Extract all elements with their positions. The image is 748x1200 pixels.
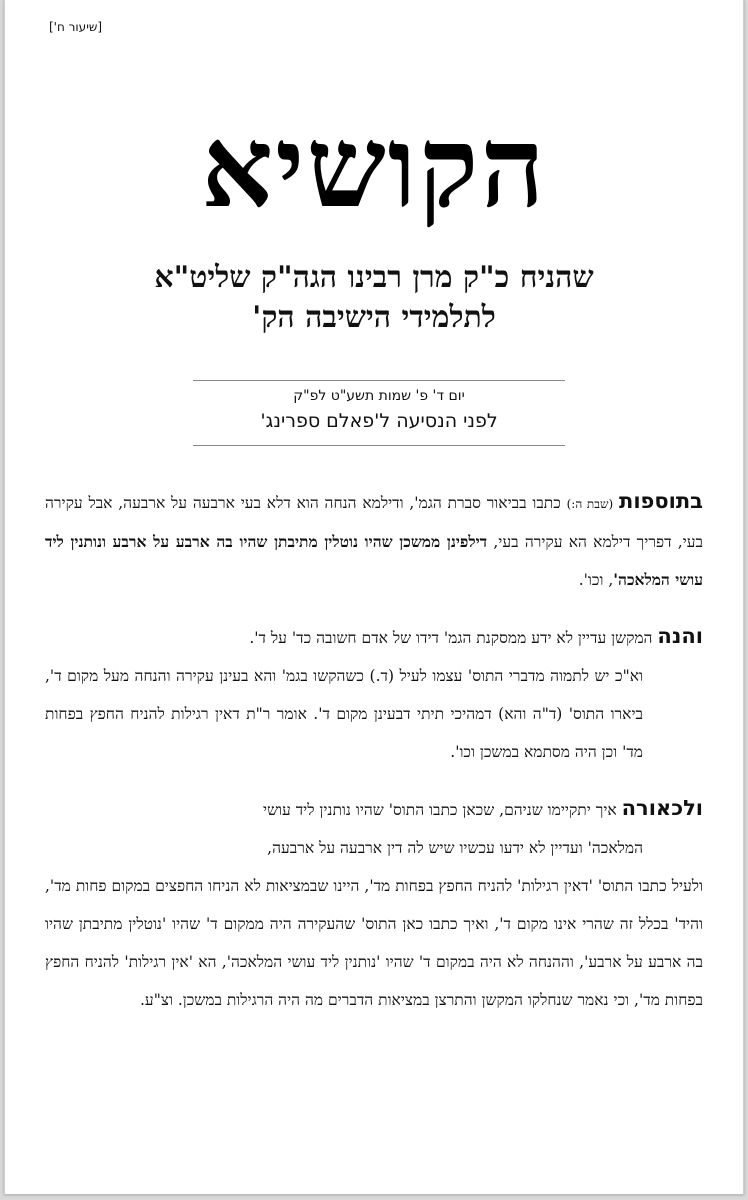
paragraph-lead-word: בתוספות [618, 489, 703, 513]
subtitle-line-2: לתלמידי הישיבה הק' [252, 300, 496, 335]
source-reference: (שבת ה:) [566, 497, 614, 511]
paragraph-lichora [45, 789, 703, 1019]
subtitle-line-1: שהניח כ"ק מרן רבינו הגה"ק שליט"א [154, 260, 594, 295]
paragraph-tosafot [45, 482, 703, 599]
divider-bottom [193, 445, 565, 446]
paragraph-text: המקשן עדיין לא ידע ממסקנת הגמ' דידו של אדם חשובה כד' על ד'. [249, 629, 658, 647]
paragraph-text-end: , וכו'. [578, 571, 614, 589]
occasion-line: לפני הנסיעה ל'פאלם ספרינג' [260, 410, 498, 432]
page-title: הקושיא [201, 102, 547, 233]
body-text [45, 482, 703, 1037]
document-page [4, 0, 744, 1195]
divider-top [193, 380, 565, 381]
subtitle [5, 258, 743, 338]
date-line: יום ד' פ' שמות תשע"ט לפ"ק [293, 388, 465, 404]
paragraph-continuation: וא"כ יש לתמוה מדברי התוס' עצמו לעיל (ד.) כשהקשו בגמ' והא בעינן עקירה והנחה מעל מקום ד', ביארו התוס' (ד"ה והא) דמהיכי תיתי דבעינן מקום ד'. אומר ר"ת דאין רגילות להניח החפץ בפחות מד' וכן היה מסתמא במשכן וכו'. [45, 667, 643, 761]
paragraph-text: כתבו בביאור סברת הגמ', ודילמא הנחה הוא דלא בעי ארבעה על ארבעה, אבל עקירה בעי, דפריך דילמא הא עקירה בעי, [45, 494, 703, 551]
paragraph-continuation-2: ולעיל כתבו התוס' 'דאין רגילות' להניח החפץ בפחות מד', היינו שבמציאות לא הניחו החפצים במקום פחות מד', והיד' בכלל זה שהרי אינו מקום ד', ואיך כתבו כאן התוס' שהעקירה היה ממקום ד' שהיו 'נוטלין מתיבתן שהיו בה ארבע על ארבע', וההנחה לא היה במקום ד' שהיו 'נותנין ליד עושי המלאכה', הא 'אין רגילות' להניח החפץ בפחות מד', וכי נאמר שנחלקו המקשן והתרצן במציאות הדברים מה היה הרגילות במשכן. וצ"ע. [45, 877, 703, 1009]
date-banner [193, 386, 565, 436]
paragraph-text: איך יתקיימו שניהם, שכאן כתבו התוס' שהיו נותנין ליד עושי [263, 801, 622, 819]
shiur-number-label: [שיעור ח'] [49, 20, 103, 34]
paragraph-vehine [45, 617, 703, 771]
quoted-text-bold: דילפינן ממשכן שהיו נוטלין מתיבתן שהיו בה ארבע על ארבע ונותנין ליד עושי המלאכה' [45, 532, 703, 589]
paragraph-continuation: המלאכה' ועדיין לא ידעו עכשיו שיש לה דין ארבעה על ארבעה, [267, 839, 643, 857]
paragraph-lead-word: והנה [657, 624, 703, 648]
paragraph-lead-word: ולכאורה [621, 796, 703, 820]
